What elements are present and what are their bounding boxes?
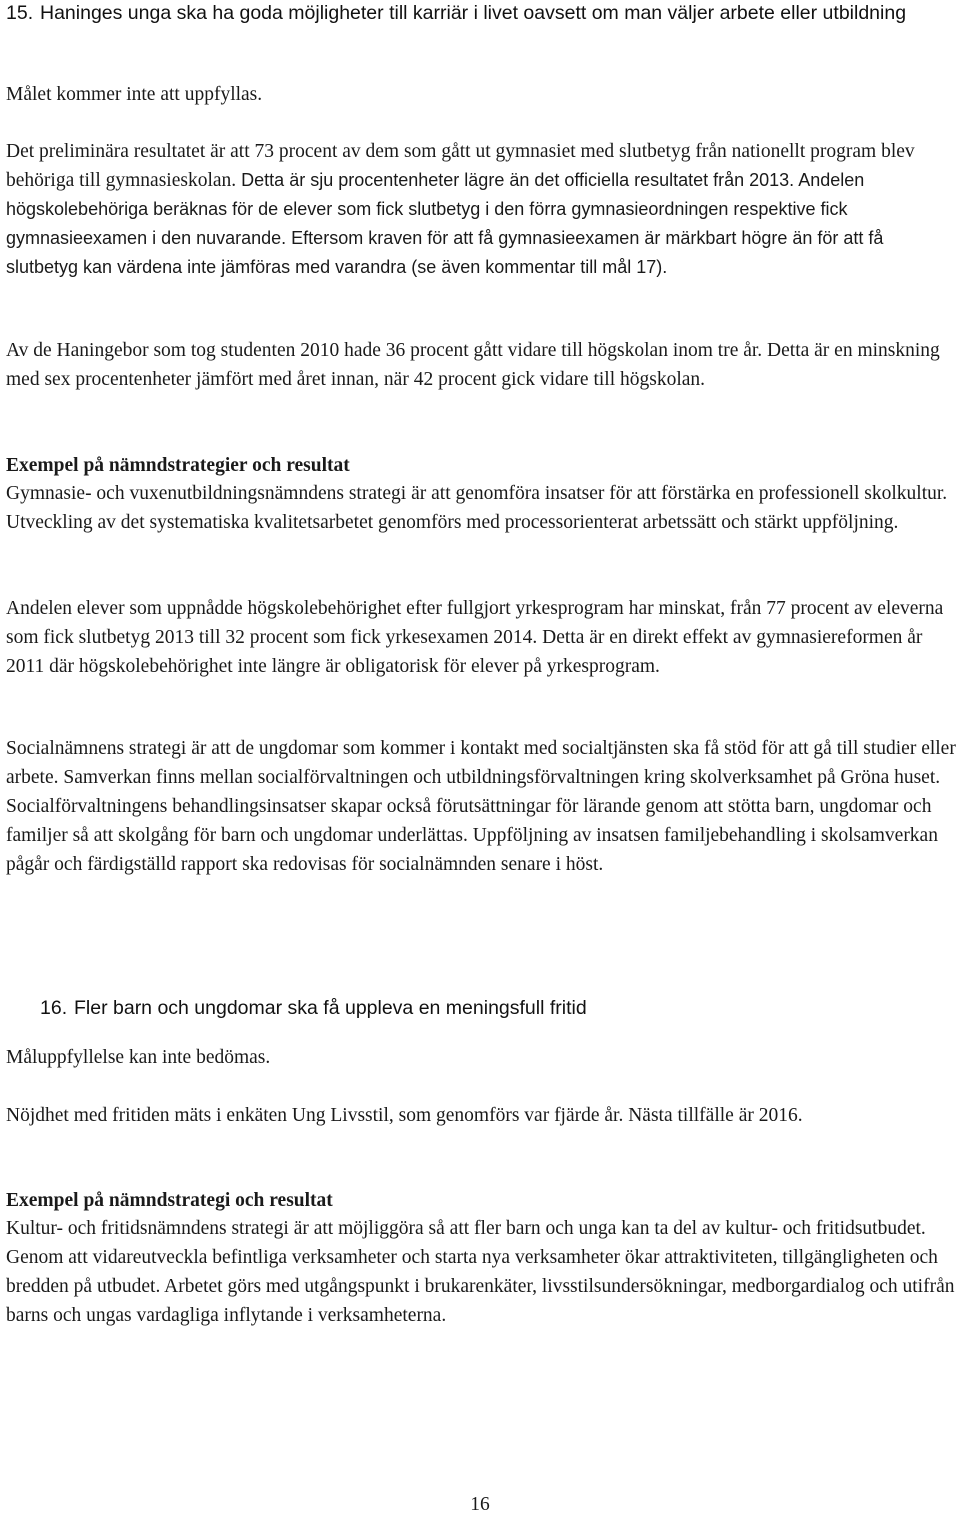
- section-15-example-heading: Exempel på nämndstrategier och resultat: [6, 455, 350, 476]
- section-16-number: 16.: [40, 997, 68, 1019]
- section-15-number: 15.: [6, 2, 34, 24]
- section-16-paragraph-1: Nöjdhet med fritiden mäts i enkäten Ung Livsstil, som genomförs var fjärde år. Nästa tillfälle är 2016.: [6, 1105, 803, 1126]
- section-16-status: Måluppfyllelse kan inte bedömas.: [6, 1047, 271, 1068]
- section-15-status: Målet kommer inte att uppfyllas.: [6, 84, 263, 105]
- section-16-heading: [40, 993, 940, 1024]
- section-16-example-heading: Exempel på nämndstrategi och resultat: [6, 1190, 333, 1211]
- section-16-title: Fler barn och ungdomar ska få uppleva en meningsfull fritid: [74, 997, 587, 1019]
- section-15-paragraph-1-b: Detta är sju procentenheter lägre än det officiella resultatet från 2013. Andelen högskolebehöriga beräknas för de elever som fick slutbetyg i den förra gymnasieordningen respektive fick gymnasieexamen i den nuvarande. Eftersom kraven för att få gymnasieexamen är märkbart högre än för att få slutbetyg kan värdena inte jämföras med varandra (se även kommentar till mål 17).: [6, 170, 884, 277]
- section-15-paragraph-3: Andelen elever som uppnådde högskolebehörighet efter fullgjort yrkesprogram har minskat, från 77 procent av eleverna som fick slutbetyg 2013 till 32 procent som fick yrkesexamen 2014. Detta är en direkt effekt av gymnasiereformen år 2011 där högskolebehörighet inte längre är obligatorisk för elever på yrkesprogram.: [6, 598, 944, 677]
- section-15-title: Haninges unga ska ha goda möjligheter till karriär i livet oavsett om man väljer arbete eller utbildning: [40, 2, 907, 24]
- section-15-paragraph-2: Av de Haningebor som tog studenten 2010 hade 36 procent gått vidare till högskolan inom tre år. Detta är en minskning med sex procentenheter jämfört med året innan, när 42 procent gick vidare till högskolan.: [6, 340, 940, 390]
- section-15-paragraph-4: Socialnämnens strategi är att de ungdomar som kommer i kontakt med socialtjänsten ska få stöd för att gå till studier eller arbete. Samverkan finns mellan socialförvaltningen och utbildningsförvaltningen kring skolverksamhet på Gröna huset. Socialförvaltningens behandlingsinsatser skapar också förutsättningar för lärande genom att stötta barn, ungdomar och familjer så att skolgång för barn och ungdomar underlättas. Uppföljning av insatsen familjebehandling i skolsamverkan pågår och färdigställd rapport ska redovisas för socialnämnden senare i höst.: [6, 738, 956, 875]
- section-15-paragraph-1-a: Det preliminära resultatet är att 73 procent av dem som gått ut gymnasiet med slutbetyg från nationellt program blev behöriga till gymnasieskolan.: [6, 141, 915, 191]
- section-15-paragraph-1: [6, 137, 956, 282]
- section-16-example-text: Kultur- och fritidsnämndens strategi är att möjliggöra så att fler barn och unga kan ta del av kultur- och fritidsutbudet. Genom att vidareutveckla befintliga verksamheter och starta nya verksamheter ökar attraktiviteten, tillgängligheten och bredden på utbudet. Arbetet görs med utgångspunkt i brukarenkäter, livsstilsundersökningar, medborgardialog och utifrån barns och ungas vardagliga inflytande i verksamheterna.: [6, 1218, 955, 1326]
- section-15-heading: [6, 0, 951, 29]
- page-number: 16: [470, 1494, 490, 1515]
- section-15-example-text: Gymnasie- och vuxenutbildningsnämndens strategi är att genomföra insatser för att förstärka en professionell skolkultur. Utveckling av det systematiska kvalitetsarbetet genomförs med processorienterat arbetssätt och stärkt uppföljning.: [6, 483, 948, 533]
